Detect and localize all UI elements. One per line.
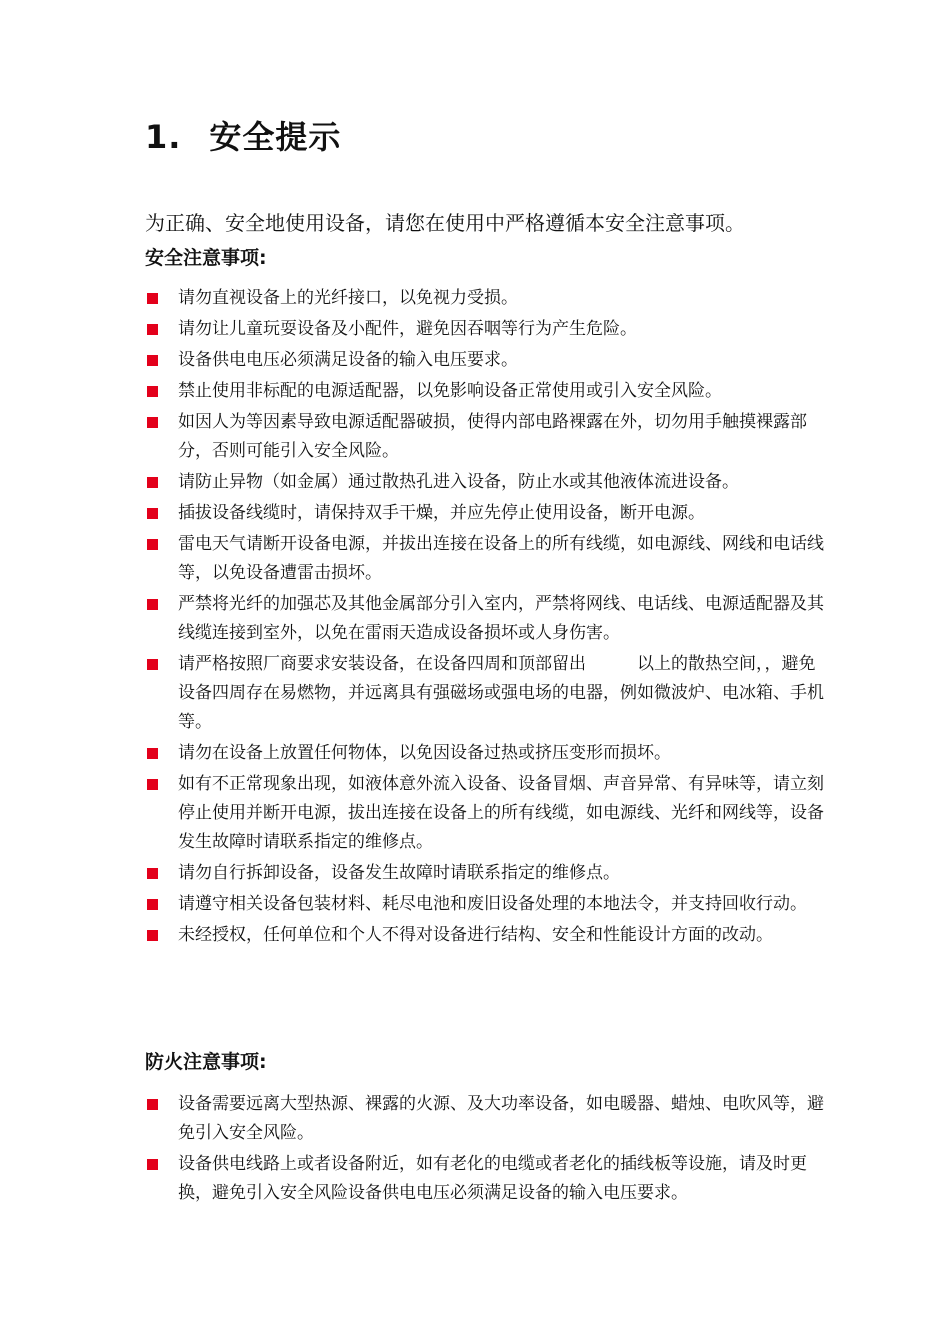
safety-item-text: 请防止异物（如金属）通过散热孔进入设备，防止水或其他液体流进设备。 [178,472,739,492]
safety-item [145,530,825,588]
safety-item-text: 如因人为等因素导致电源适配器破损，使得内部电路裸露在外，切勿用手触摸裸露部分，否则可能引入安全风险。 [178,412,807,461]
safety-item-text: 雷电天气请断开设备电源，并拔出连接在设备上的所有线缆，如电源线、网线和电话线等，以免设备遭雷击损坏。 [178,534,824,583]
safety-item-text: 请勿直视设备上的光纤接口，以免视力受损。 [178,288,518,308]
safety-item [145,468,825,497]
red-square-bullet-icon [147,899,158,910]
safety-item-text: 请勿在设备上放置任何物体，以免因设备过热或挤压变形而损坏。 [178,743,671,763]
safety-item [145,890,825,919]
safety-item-text: 请勿自行拆卸设备，设备发生故障时请联系指定的维修点。 [178,863,620,883]
heading-number: 1. [145,118,182,156]
red-square-bullet-icon [147,477,158,488]
fire-item [145,1090,825,1148]
safety-item [145,590,825,648]
red-square-bullet-icon [147,539,158,550]
fire-section-title: 防火注意事项: [145,1051,267,1073]
safety-item [145,770,825,857]
red-square-bullet-icon [147,1159,158,1170]
fire-list [145,1090,825,1210]
safety-item [145,346,825,375]
fire-item [145,1150,825,1208]
red-square-bullet-icon [147,868,158,879]
red-square-bullet-icon [147,355,158,366]
red-square-bullet-icon [147,417,158,428]
safety-item-text: 严禁将光纤的加强芯及其他金属部分引入室内，严禁将网线、电话线、电源适配器及其线缆连接到室外，以免在雷雨天造成设备损坏或人身伤害。 [178,594,824,643]
safety-item [145,377,825,406]
red-square-bullet-icon [147,293,158,304]
safety-item-text: 请遵守相关设备包装材料、耗尽电池和废旧设备处理的本地法令，并支持回收行动。 [178,894,807,914]
red-square-bullet-icon [147,930,158,941]
red-square-bullet-icon [147,599,158,610]
fire-item-text: 设备供电线路上或者设备附近，如有老化的电缆或者老化的插线板等设施，请及时更换，避免引入安全风险设备供电电压必须满足设备的输入电压要求。 [178,1154,807,1203]
page-heading [145,112,341,158]
safety-list [145,284,825,952]
safety-item [145,315,825,344]
safety-item-text: 未经授权，任何单位和个人不得对设备进行结构、安全和性能设计方面的改动。 [178,925,773,945]
safety-section-title: 安全注意事项: [145,247,267,269]
safety-item [145,408,825,466]
safety-item [145,499,825,528]
red-square-bullet-icon [147,659,158,670]
safety-item [145,284,825,313]
fire-item-text: 设备需要远离大型热源、裸露的火源、及大功率设备，如电暖器、蜡烛、电吹风等，避免引入安全风险。 [178,1094,824,1143]
safety-item-text: 如有不正常现象出现，如液体意外流入设备、设备冒烟、声音异常、有异味等，请立刻停止使用并断开电源，拔出连接在设备上的所有线缆，如电源线、光纤和网线等，设备发生故障时请联系指定的维修点。 [178,774,824,852]
heading-title: 安全提示 [209,118,342,156]
red-square-bullet-icon [147,508,158,519]
safety-item [145,859,825,888]
safety-item-text: 插拔设备线缆时，请保持双手干燥，并应先停止使用设备，断开电源。 [178,503,705,523]
safety-item-text: 请勿让儿童玩耍设备及小配件，避免因吞咽等行为产生危险。 [178,319,637,339]
red-square-bullet-icon [147,748,158,759]
red-square-bullet-icon [147,1099,158,1110]
safety-item [145,921,825,950]
safety-item-text: 设备供电电压必须满足设备的输入电压要求。 [178,350,518,370]
safety-item [145,650,825,737]
intro-paragraph: 为正确、安全地使用设备，请您在使用中严格遵循本安全注意事项。 [145,211,745,235]
safety-item [145,739,825,768]
safety-item-text: 请严格按照厂商要求安装设备，在设备四周和顶部留出 以上的散热空间，，避免设备四周存在易燃物，并远离具有强磁场或强电场的电器，例如微波炉、电冰箱、手机等。 [178,654,824,732]
red-square-bullet-icon [147,779,158,790]
red-square-bullet-icon [147,324,158,335]
red-square-bullet-icon [147,386,158,397]
safety-item-text: 禁止使用非标配的电源适配器，以免影响设备正常使用或引入安全风险。 [178,381,722,401]
